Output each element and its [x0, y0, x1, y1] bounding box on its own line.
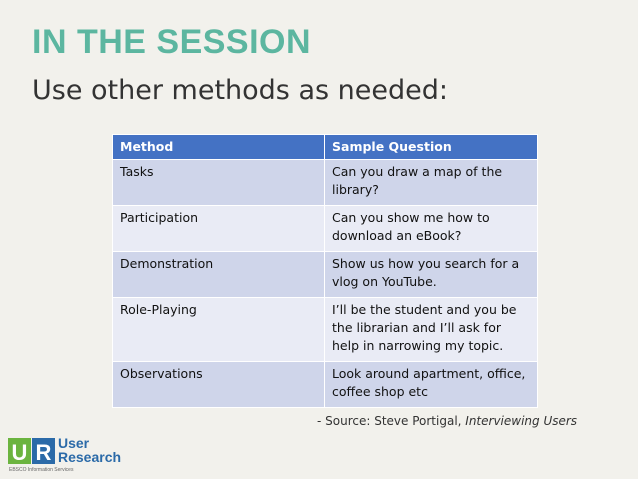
question-cell: Show us how you search for a vlog on YouTube. [325, 252, 538, 298]
source-citation [317, 414, 577, 428]
method-cell: Participation [113, 206, 325, 252]
table-row [113, 160, 538, 206]
logo-line-1: User [58, 435, 90, 451]
method-cell: Observations [113, 362, 325, 408]
slide-title: IN THE SESSION [32, 23, 312, 61]
header-sample-question: Sample Question [325, 135, 538, 160]
slide-subtitle: Use other methods as needed: [32, 75, 448, 106]
methods-table [112, 134, 538, 408]
method-cell: Demonstration [113, 252, 325, 298]
source-prefix: - Source: Steve Portigal, [317, 414, 466, 428]
logo-line-2: Research [58, 449, 122, 465]
table-row [113, 206, 538, 252]
method-cell: Role-Playing [113, 298, 325, 362]
question-cell: Look around apartment, office, coffee shop etc [325, 362, 538, 408]
table-row [113, 252, 538, 298]
question-cell: Can you show me how to download an eBook? [325, 206, 538, 252]
table-row [113, 298, 538, 362]
logo-letter-r: R [35, 440, 52, 465]
table-row [113, 362, 538, 408]
table-header-row [113, 135, 538, 160]
method-cell: Tasks [113, 160, 325, 206]
logo-wordmark [58, 436, 121, 464]
logo-letter-u: U [11, 440, 28, 465]
question-cell: I’ll be the student and you be the librarian and I’ll ask for help in narrowing my topic. [325, 298, 538, 362]
question-cell: Can you draw a map of the library? [325, 160, 538, 206]
logo-tagline: EBSCO Information Services [9, 467, 74, 473]
source-book-title: Interviewing Users [465, 414, 578, 428]
header-method: Method [113, 135, 325, 160]
